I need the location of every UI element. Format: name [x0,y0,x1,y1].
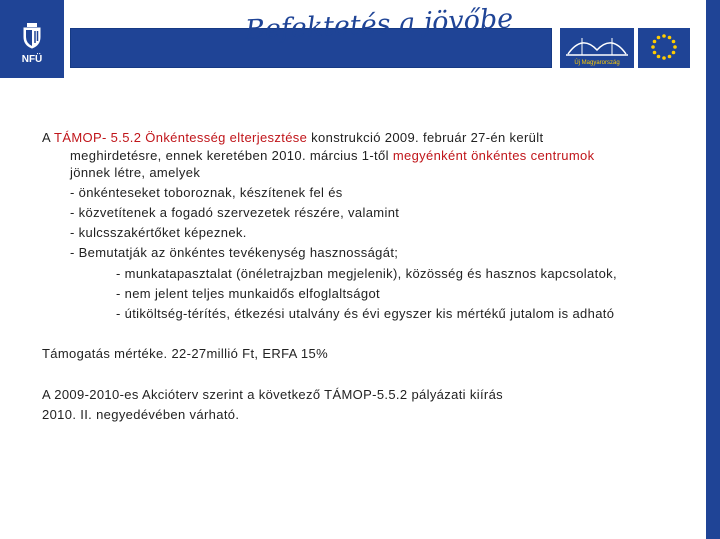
slogan-text: Befektetés a jövőbe [244,3,514,46]
list-item: - közvetítenek a fogadó szervezetek részére, valamint [70,205,400,220]
paragraph-1-line-3: jönnek létre, amelyek [70,165,201,180]
uj-magyarorszag-text: Új Magyarország [574,60,620,66]
list-item: - kulcsszakértőket képeznek. [70,225,247,240]
list-item: - Bemutatják az önkéntes tevékenység hasznosságát; [70,245,399,260]
paragraph-1-line-1: A TÁMOP- 5.5.2 Önkéntesség elterjesztése konstrukció 2009. február 27-én került [42,130,544,145]
paragraph-1-line-2: meghirdetésre, ennek keretében 2010. március 1-től megyénként önkéntes centrumok [70,148,595,163]
list-item: - önkénteseket toboroznak, készítenek fel és [70,185,343,200]
action-plan-line-2: 2010. II. negyedévében várható. [42,407,240,422]
tamop-program-name: TÁMOP- 5.5.2 Önkéntesség elterjesztése [54,130,308,145]
action-plan-line-1: A 2009-2010-es Akcióterv szerint a következő TÁMOP-5.5.2 pályázati kiírás [42,387,504,402]
sub-list-item: - útiköltség-térítés, étkezési utalvány és évi egyszer kis mértékű jutalom is adható [116,306,615,321]
nfu-logo-text: NFÜ [21,54,43,65]
sub-list-item: - munkatapasztalat (önéletrajzban megjelenik), közösség és hasznos kapcsolatok, [116,266,617,281]
right-side-bar [706,0,720,539]
sub-list-item: - nem jelent teljes munkaidős elfoglaltságot [116,286,380,301]
county-centres-highlight: megyénként önkéntes centrumok [392,148,595,163]
support-amount: Támogatás mértéke. 22-27millió Ft, ERFA 15% [42,346,328,361]
